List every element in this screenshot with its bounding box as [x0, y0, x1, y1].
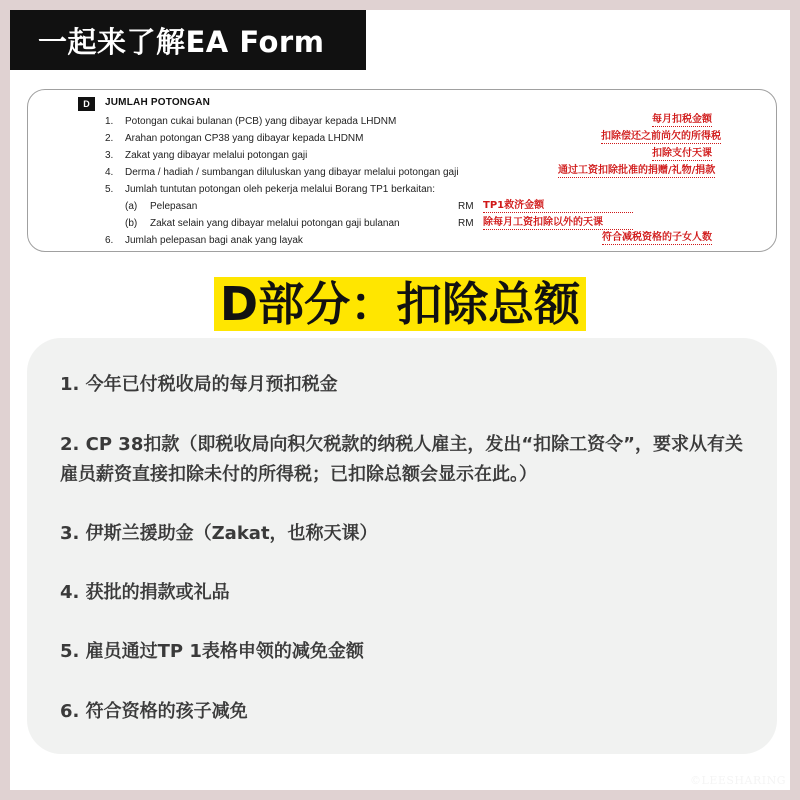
annotation-note: 扣除偿还之前尚欠的所得税 [601, 127, 721, 144]
rm-label: RM [458, 201, 474, 212]
form-row-num: 4. [105, 167, 114, 178]
annotation-note: 每月扣税金额 [652, 110, 712, 127]
form-row-text: Jumlah tuntutan potongan oleh pekerja melalui Borang TP1 berkaitan: [125, 184, 436, 195]
annotation-note: 除每月工资扣除以外的天课 [483, 213, 633, 230]
watermark: ©LEESHARING [690, 774, 786, 787]
form-row-text: Arahan potongan CP38 yang dibayar kepada LHDNM [125, 133, 364, 144]
form-row-text: Pelepasan [150, 201, 198, 212]
annotation-note: TP1救济金额 [483, 196, 633, 213]
list-item: 5. 雇员通过TP 1表格申领的减免金额 [60, 641, 364, 662]
form-row-num: 2. [105, 133, 114, 144]
annotation-note: 扣除支付天课 [652, 144, 712, 161]
list-item: 1. 今年已付税收局的每月预扣税金 [60, 374, 338, 395]
form-row-num: (a) [125, 201, 138, 212]
form-row-num: 5. [105, 184, 114, 195]
form-row-num: 3. [105, 150, 114, 161]
rm-label: RM [458, 218, 474, 229]
annotation-note: 符合减税资格的子女人数 [602, 228, 712, 245]
list-item: 4. 获批的捐款或礼品 [60, 582, 230, 603]
list-item: 6. 符合资格的孩子减免 [60, 701, 248, 722]
section-heading-text: D部分：扣除总额 [214, 277, 586, 331]
header-title: 一起来了解EA Form [10, 10, 366, 70]
section-heading [0, 268, 800, 334]
list-item: 3. 伊斯兰援助金（Zakat，也称天课） [60, 523, 378, 544]
form-row-text: Jumlah pelepasan bagi anak yang layak [125, 235, 303, 246]
form-row-text: Potongan cukai bulanan (PCB) yang dibayar kepada LHDNM [125, 116, 397, 127]
form-row-text: Derma / hadiah / sumbangan diluluskan yang dibayar melalui potongan gaji [125, 167, 459, 178]
form-row-num: 6. [105, 235, 114, 246]
section-title: JUMLAH POTONGAN [105, 97, 211, 108]
form-row-num: 1. [105, 116, 114, 127]
annotation-note: 通过工资扣除批准的捐赠/礼物/捐款 [558, 161, 715, 178]
form-row-text: Zakat selain yang dibayar melalui potongan gaji bulanan [150, 218, 400, 229]
section-letter: D [78, 97, 95, 111]
form-row-text: Zakat yang dibayar melalui potongan gaji [125, 150, 308, 161]
list-item: 2. CP 38扣款（即税收局向积欠税款的纳税人雇主，发出“扣除工资令”，要求从有关雇员薪资直接扣除未付的所得税；已扣除总额会显示在此。） [60, 434, 744, 485]
form-row-num: (b) [125, 218, 138, 229]
